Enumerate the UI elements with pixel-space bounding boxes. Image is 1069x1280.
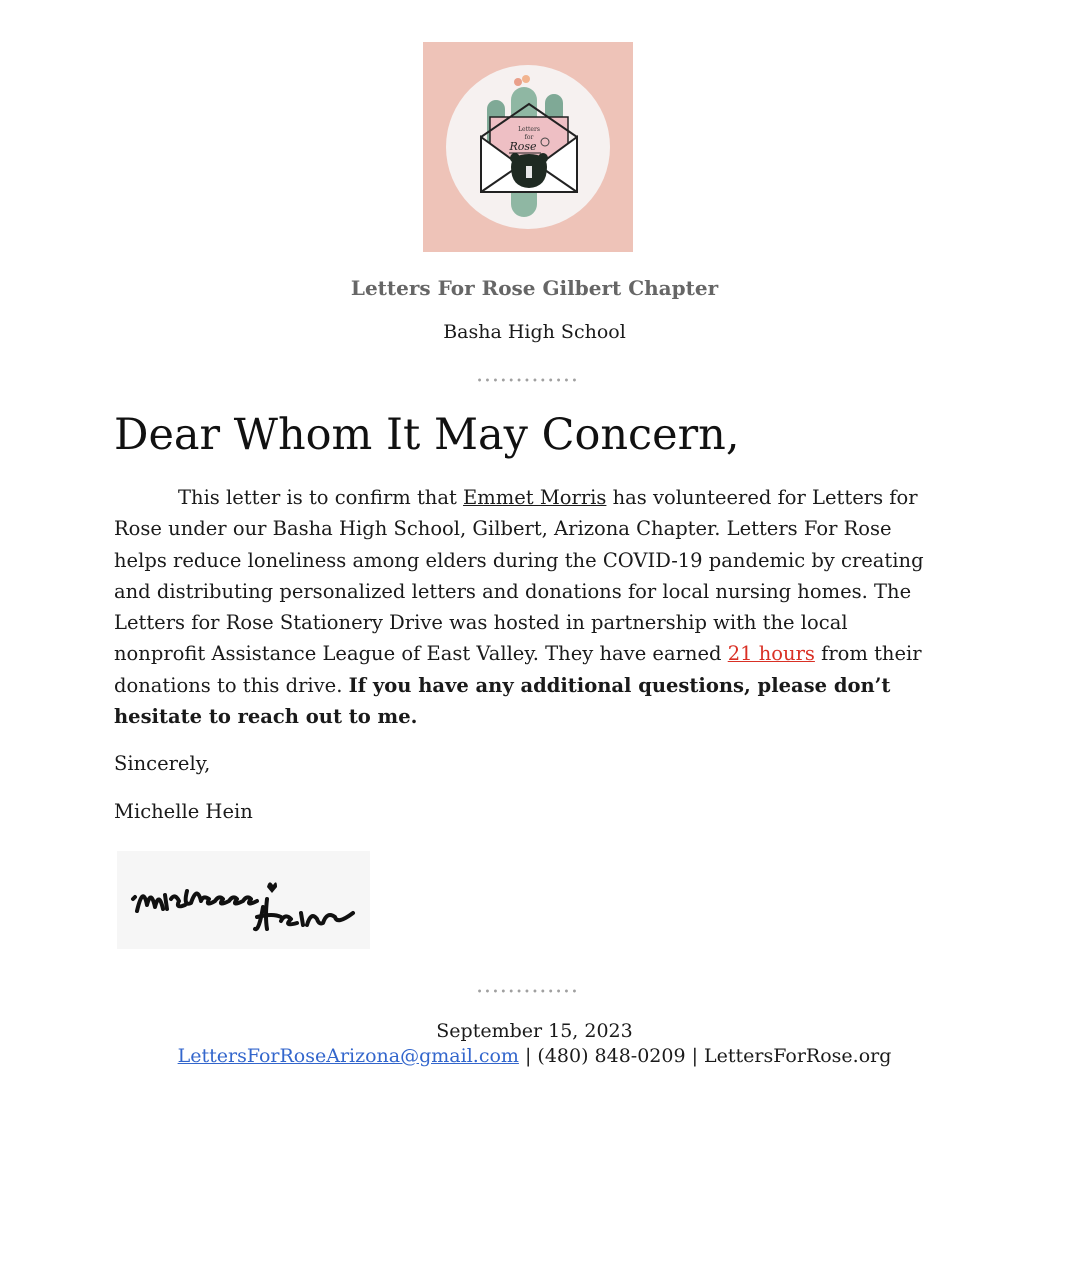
email-link[interactable]: LettersForRoseArizona@gmail.com	[177, 1045, 519, 1067]
body-text-part1: This letter is to confirm that	[178, 486, 464, 509]
signer-name: Michelle Hein	[114, 800, 253, 823]
school-name: Basha High School	[443, 321, 626, 343]
phone-website: | (480) 848-0209 | LettersForRose.org	[518, 1045, 892, 1067]
footer-separator: •••••••••••••	[476, 987, 580, 998]
contact-line	[0, 1045, 1069, 1067]
body-text-part3: from their donations to this drive.	[114, 642, 922, 697]
volunteer-hours: 21 hours	[727, 642, 815, 666]
letters-for-rose-logo	[423, 42, 633, 252]
header-separator: •••••••••••••	[476, 376, 580, 387]
letter-date: September 15, 2023	[436, 1020, 633, 1042]
handwritten-signature	[117, 851, 370, 949]
body-text-part2: has volunteered for Letters for Rose under our Basha High School, Gilbert, Arizona Chapter. Letters For Rose helps reduce loneliness among elders during the COVID-19 pandemic by creating and distributing personalized letters and donations for local nursing homes. The Letters for Rose Stationery Drive was hosted in partnership with the local nonprofit Assistance League of East Valley. They have earned	[114, 486, 924, 666]
organization-name: Letters For Rose Gilbert Chapter	[350, 276, 719, 300]
contact-invitation: If you have any additional questions, please don’t hesitate to reach out to me.	[114, 673, 891, 729]
closing: Sincerely,	[114, 752, 211, 775]
svg-text:Rose: Rose	[509, 140, 537, 153]
svg-text:Letters: Letters	[518, 126, 540, 133]
letter-body	[114, 482, 944, 732]
svg-text:for: for	[524, 134, 534, 141]
volunteer-name: Emmet Morris	[463, 486, 607, 509]
salutation: Dear Whom It May Concern,	[114, 410, 740, 460]
